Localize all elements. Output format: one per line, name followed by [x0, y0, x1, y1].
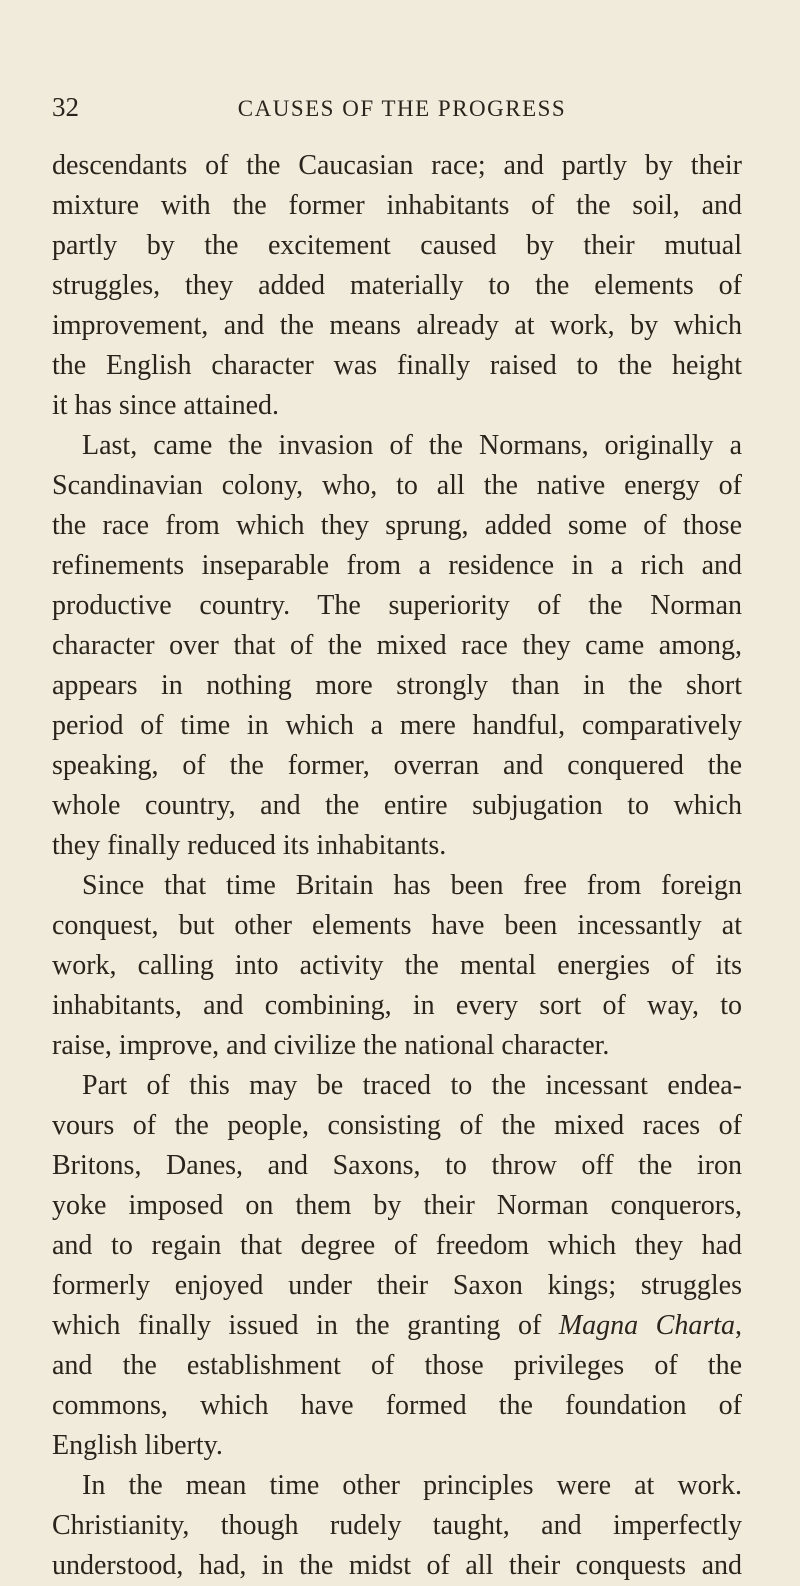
text-line-content: partly by the excitement caused by their mutual — [52, 230, 742, 261]
text-line-content: which finally issued in the granting of — [52, 1310, 542, 1341]
text-line-content: formerly enjoyed under their Saxon kings; struggles — [52, 1270, 742, 1301]
text-line-content: appears in nothing more strongly than in the short — [52, 670, 742, 701]
text-line-content: speaking, of the former, overran and conquered the — [52, 750, 742, 781]
text-line — [52, 986, 742, 1026]
text-line — [52, 1266, 742, 1306]
text-line — [52, 666, 742, 706]
text-line-content: mixture with the former inhabitants of the soil, and — [52, 190, 742, 221]
text-line-content: Part of this may be traced to the incessant endea- — [82, 1070, 742, 1101]
text-line — [52, 826, 742, 866]
text-line — [52, 266, 742, 306]
text-line — [52, 1346, 742, 1386]
text-line — [52, 306, 742, 346]
text-line-content: descendants of the Caucasian race; and partly by their — [52, 150, 742, 181]
text-line-content: the race from which they sprung, added some of those — [52, 510, 742, 541]
text-line — [52, 426, 742, 466]
text-line — [52, 1106, 742, 1146]
text-line — [52, 386, 742, 426]
text-line — [52, 866, 742, 906]
text-line — [52, 746, 742, 786]
text-line-content: Last, came the invasion of the Normans, originally a — [82, 430, 742, 461]
text-line — [52, 546, 742, 586]
text-line-content: whole country, and the entire subjugation to which — [52, 790, 742, 821]
text-line-content: Christianity, though rudely taught, and imperfectly — [52, 1510, 742, 1541]
text-line-content: character over that of the mixed race they came among, — [52, 630, 742, 661]
text-line — [52, 1466, 742, 1506]
text-line-content: improvement, and the means already at work, by which — [52, 310, 742, 341]
text-line-content: raise, improve, and civilize the national character. — [52, 1030, 610, 1061]
text-line-content: vours of the people, consisting of the mixed races of — [52, 1110, 742, 1141]
text-line — [52, 1426, 742, 1466]
page-number: 32 — [52, 92, 79, 122]
text-line — [52, 186, 742, 226]
text-line-content: they finally reduced its inhabitants. — [52, 830, 447, 861]
page-header — [52, 92, 752, 132]
text-line — [52, 626, 742, 666]
text-line-content: the English character was finally raised to the height — [52, 350, 742, 381]
text-line — [52, 586, 742, 626]
text-line-content: English liberty. — [52, 1430, 223, 1461]
text-line-content: Britons, Danes, and Saxons, to throw off the iron — [52, 1150, 742, 1181]
text-line-content: productive country. The superiority of the Norman — [52, 590, 742, 621]
text-line-content: understood, had, in the midst of all their conquests and — [52, 1550, 742, 1581]
text-line — [52, 1226, 742, 1266]
text-line — [52, 1186, 742, 1226]
text-line-content: yoke imposed on them by their Norman conquerors, — [52, 1190, 742, 1221]
text-line — [52, 706, 742, 746]
text-line — [52, 1506, 742, 1546]
text-line — [52, 786, 742, 826]
text-line — [52, 1066, 742, 1106]
text-line — [52, 906, 742, 946]
text-line-content: struggles, they added materially to the elements of — [52, 270, 742, 301]
text-line — [52, 1306, 742, 1346]
text-line-content: work, calling into activity the mental energies of its — [52, 950, 742, 981]
text-line — [52, 1146, 742, 1186]
text-line — [52, 946, 742, 986]
text-line-content: conquest, but other elements have been incessantly at — [52, 910, 742, 941]
italic-title: Magna Charta — [558, 1310, 736, 1341]
text-line-content: Scandinavian colony, who, to all the native energy of — [52, 470, 742, 501]
text-line — [52, 146, 742, 186]
text-line-content: and the establishment of those privileges of the — [52, 1350, 742, 1381]
text-line-content: period of time in which a mere handful, comparatively — [52, 710, 742, 741]
text-line-content: refinements inseparable from a residence in a rich and — [52, 550, 742, 581]
text-line-content: In the mean time other principles were at work. — [82, 1470, 742, 1501]
body-text — [52, 146, 742, 1586]
text-line-content: it has since attained. — [52, 390, 280, 421]
text-line — [52, 466, 742, 506]
punctuation: , — [735, 1310, 743, 1341]
text-line-content: commons, which have formed the foundation of — [52, 1390, 742, 1421]
text-line — [52, 1386, 742, 1426]
text-line-content: and to regain that degree of freedom which they had — [52, 1230, 742, 1261]
text-line — [52, 1026, 742, 1066]
text-line — [52, 1546, 742, 1586]
text-line-content: Since that time Britain has been free from foreign — [82, 870, 742, 901]
running-title: CAUSES OF THE PROGRESS — [237, 96, 567, 121]
text-line — [52, 506, 742, 546]
text-line — [52, 226, 742, 266]
text-line-content: inhabitants, and combining, in every sort of way, to — [52, 990, 742, 1021]
text-line — [52, 346, 742, 386]
